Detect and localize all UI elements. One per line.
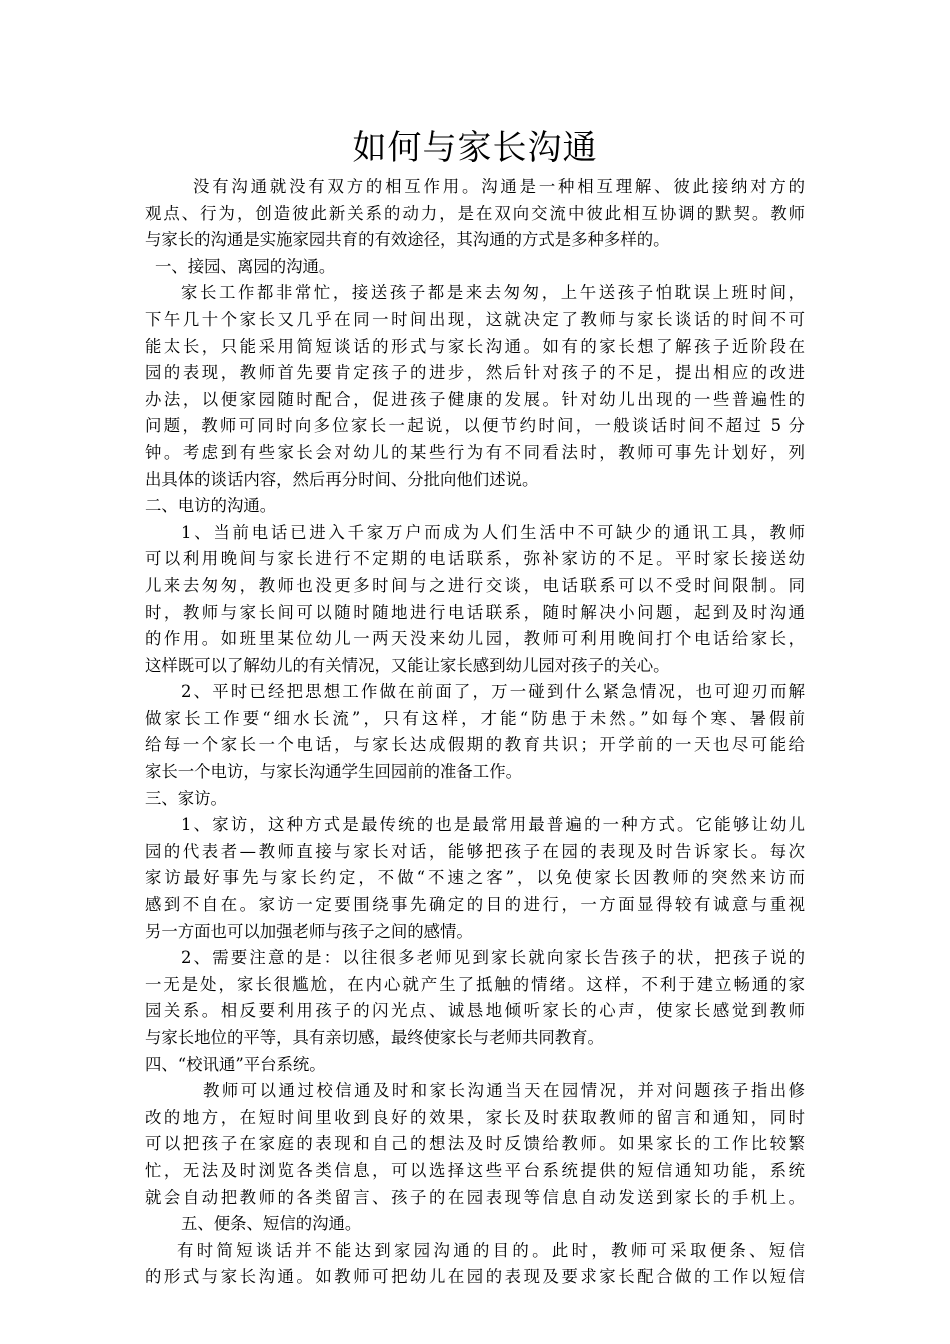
text-line: 给每一个家长一个电话，与家长达成假期的教育共识；开学前的一天也尽可能给 xyxy=(145,735,805,755)
text-line: 时，教师与家长间可以随时随地进行电话联系，随时解决小问题，起到及时沟通 xyxy=(145,602,805,622)
text-line: 与家长的沟通是实施家园共育的有效途径，其沟通的方式是多种多样的。 xyxy=(145,230,670,250)
text-line: 1、家访，这种方式是最传统的也是最常用最普遍的一种方式。它能够让幼儿 xyxy=(181,815,805,835)
text-line: 园的代表者—教师直接与家长对话，能够把孩子在园的表现及时告诉家长。每次 xyxy=(145,841,805,861)
text-line: 感到不自在。家访一定要围绕事先确定的目的进行，一方面显得较有诚意与重视 xyxy=(145,895,805,915)
text-line: 可以把孩子在家庭的表现和自己的想法及时反馈给教师。如果家长的工作比较繁 xyxy=(145,1134,805,1154)
text-line: 有时简短谈话并不能达到家园沟通的目的。此时，教师可采取便条、短信 xyxy=(177,1240,805,1260)
text-line: 园的表现，教师首先要肯定孩子的进步，然后针对孩子的不足，提出相应的改进 xyxy=(145,363,805,383)
text-line: 与家长地位的平等，具有亲切感，最终使家长与老师共同教育。 xyxy=(145,1028,604,1047)
text-line: 教师可以通过校信通及时和家长沟通当天在园情况，并对问题孩子指出修 xyxy=(203,1081,805,1101)
text-line: 的作用。如班里某位幼儿一两天没来幼儿园，教师可利用晚间打个电话给家长， xyxy=(145,629,805,649)
text-line: 1、当前电话已进入千家万户而成为人们生活中不可缺少的通讯工具，教师 xyxy=(181,522,805,542)
text-line: 二、电访的沟通。 xyxy=(145,496,277,516)
text-line: 没有沟通就没有双方的相互作用。沟通是一种相互理解、彼此接纳对方的 xyxy=(193,177,805,196)
text-line: 五、便条、短信的沟通。 xyxy=(181,1214,362,1234)
text-line: 儿来去匆匆，教师也没更多时间与之进行交谈，电话联系可以不受时间限制。同 xyxy=(145,575,805,595)
text-line: 2、平时已经把思想工作做在前面了，万一碰到什么紧急情况，也可迎刃而解 xyxy=(181,682,805,702)
text-line: 改的地方，在短时间里收到良好的效果，家长及时获取教师的留言和通知，同时 xyxy=(145,1107,805,1127)
text-line: 钟。考虑到有些家长会对幼儿的某些行为有不同看法时，教师可事先计划好，列 xyxy=(145,442,805,462)
text-line: 园关系。相反要利用孩子的闪光点、诚恳地倾听家长的心声，使家长感觉到教师 xyxy=(145,1001,805,1021)
text-line: 家访最好事先与家长约定，不做“不速之客”，以免使家长因教师的突然来访而 xyxy=(145,868,805,888)
text-line: 家长工作都非常忙，接送孩子都是来去匆匆，上午送孩子怕耽误上班时间， xyxy=(181,283,805,303)
text-line: 这样既可以了解幼儿的有关情况，又能让家长感到幼儿园对孩子的关心。 xyxy=(145,655,670,675)
text-line: 观点、行为，创造彼此新关系的动力，是在双向交流中彼此相互协调的默契。教师 xyxy=(145,203,805,223)
text-line: 三、家访。 xyxy=(145,788,227,808)
text-line: 一、接园、离园的沟通。 xyxy=(155,256,336,276)
text-line: 忙，无法及时浏览各类信息，可以选择这些平台系统提供的短信通知功能，系统 xyxy=(145,1160,805,1180)
text-line: 可以利用晚间与家长进行不定期的电话联系，弥补家访的不足。平时家长接送幼 xyxy=(145,549,805,569)
text-line: 家长一个电访，与家长沟通学生回园前的准备工作。 xyxy=(145,762,522,782)
text-line: 2、需要注意的是：以往很多老师见到家长就向家长告孩子的状，把孩子说的 xyxy=(181,948,805,968)
text-line: 一无是处，家长很尴尬，在内心就产生了抵触的情绪。这样，不利于建立畅通的家 xyxy=(145,974,805,994)
text-line: 能太长，只能采用简短谈话的形式与家长沟通。如有的家长想了解孩子近阶段在 xyxy=(145,336,805,356)
text-line: 另一方面也可以加强老师与孩子之间的感情。 xyxy=(145,921,473,941)
page-title: 如何与家长沟通 xyxy=(352,128,598,168)
text-line: 下午几十个家长又几乎在同一时间出现，这就决定了教师与家长谈话的时间不可 xyxy=(145,309,805,329)
text-line: 办法，以便家园随时配合，促进孩子健康的发展。针对幼儿出现的一些普遍性的 xyxy=(145,389,805,409)
text-line: 就会自动把教师的各类留言、孩子的在园表现等信息自动发送到家长的手机上。 xyxy=(145,1187,805,1207)
text-line: 出具体的谈话内容，然后再分时间、分批向他们述说。 xyxy=(145,469,539,489)
text-line: 做家长工作要“细水长流”，只有这样，才能“防患于未然。”如每个寒、暑假前 xyxy=(145,708,805,728)
text-line: 四、“校讯通”平台系统。 xyxy=(145,1054,326,1074)
text-line: 问题，教师可同时向多位家长一起说，以便节约时间，一般谈话时间不超过 5 分 xyxy=(145,416,805,436)
text-line: 的形式与家长沟通。如教师可把幼儿在园的表现及要求家长配合做的工作以短信 xyxy=(145,1267,805,1287)
document-body xyxy=(145,174,805,1291)
